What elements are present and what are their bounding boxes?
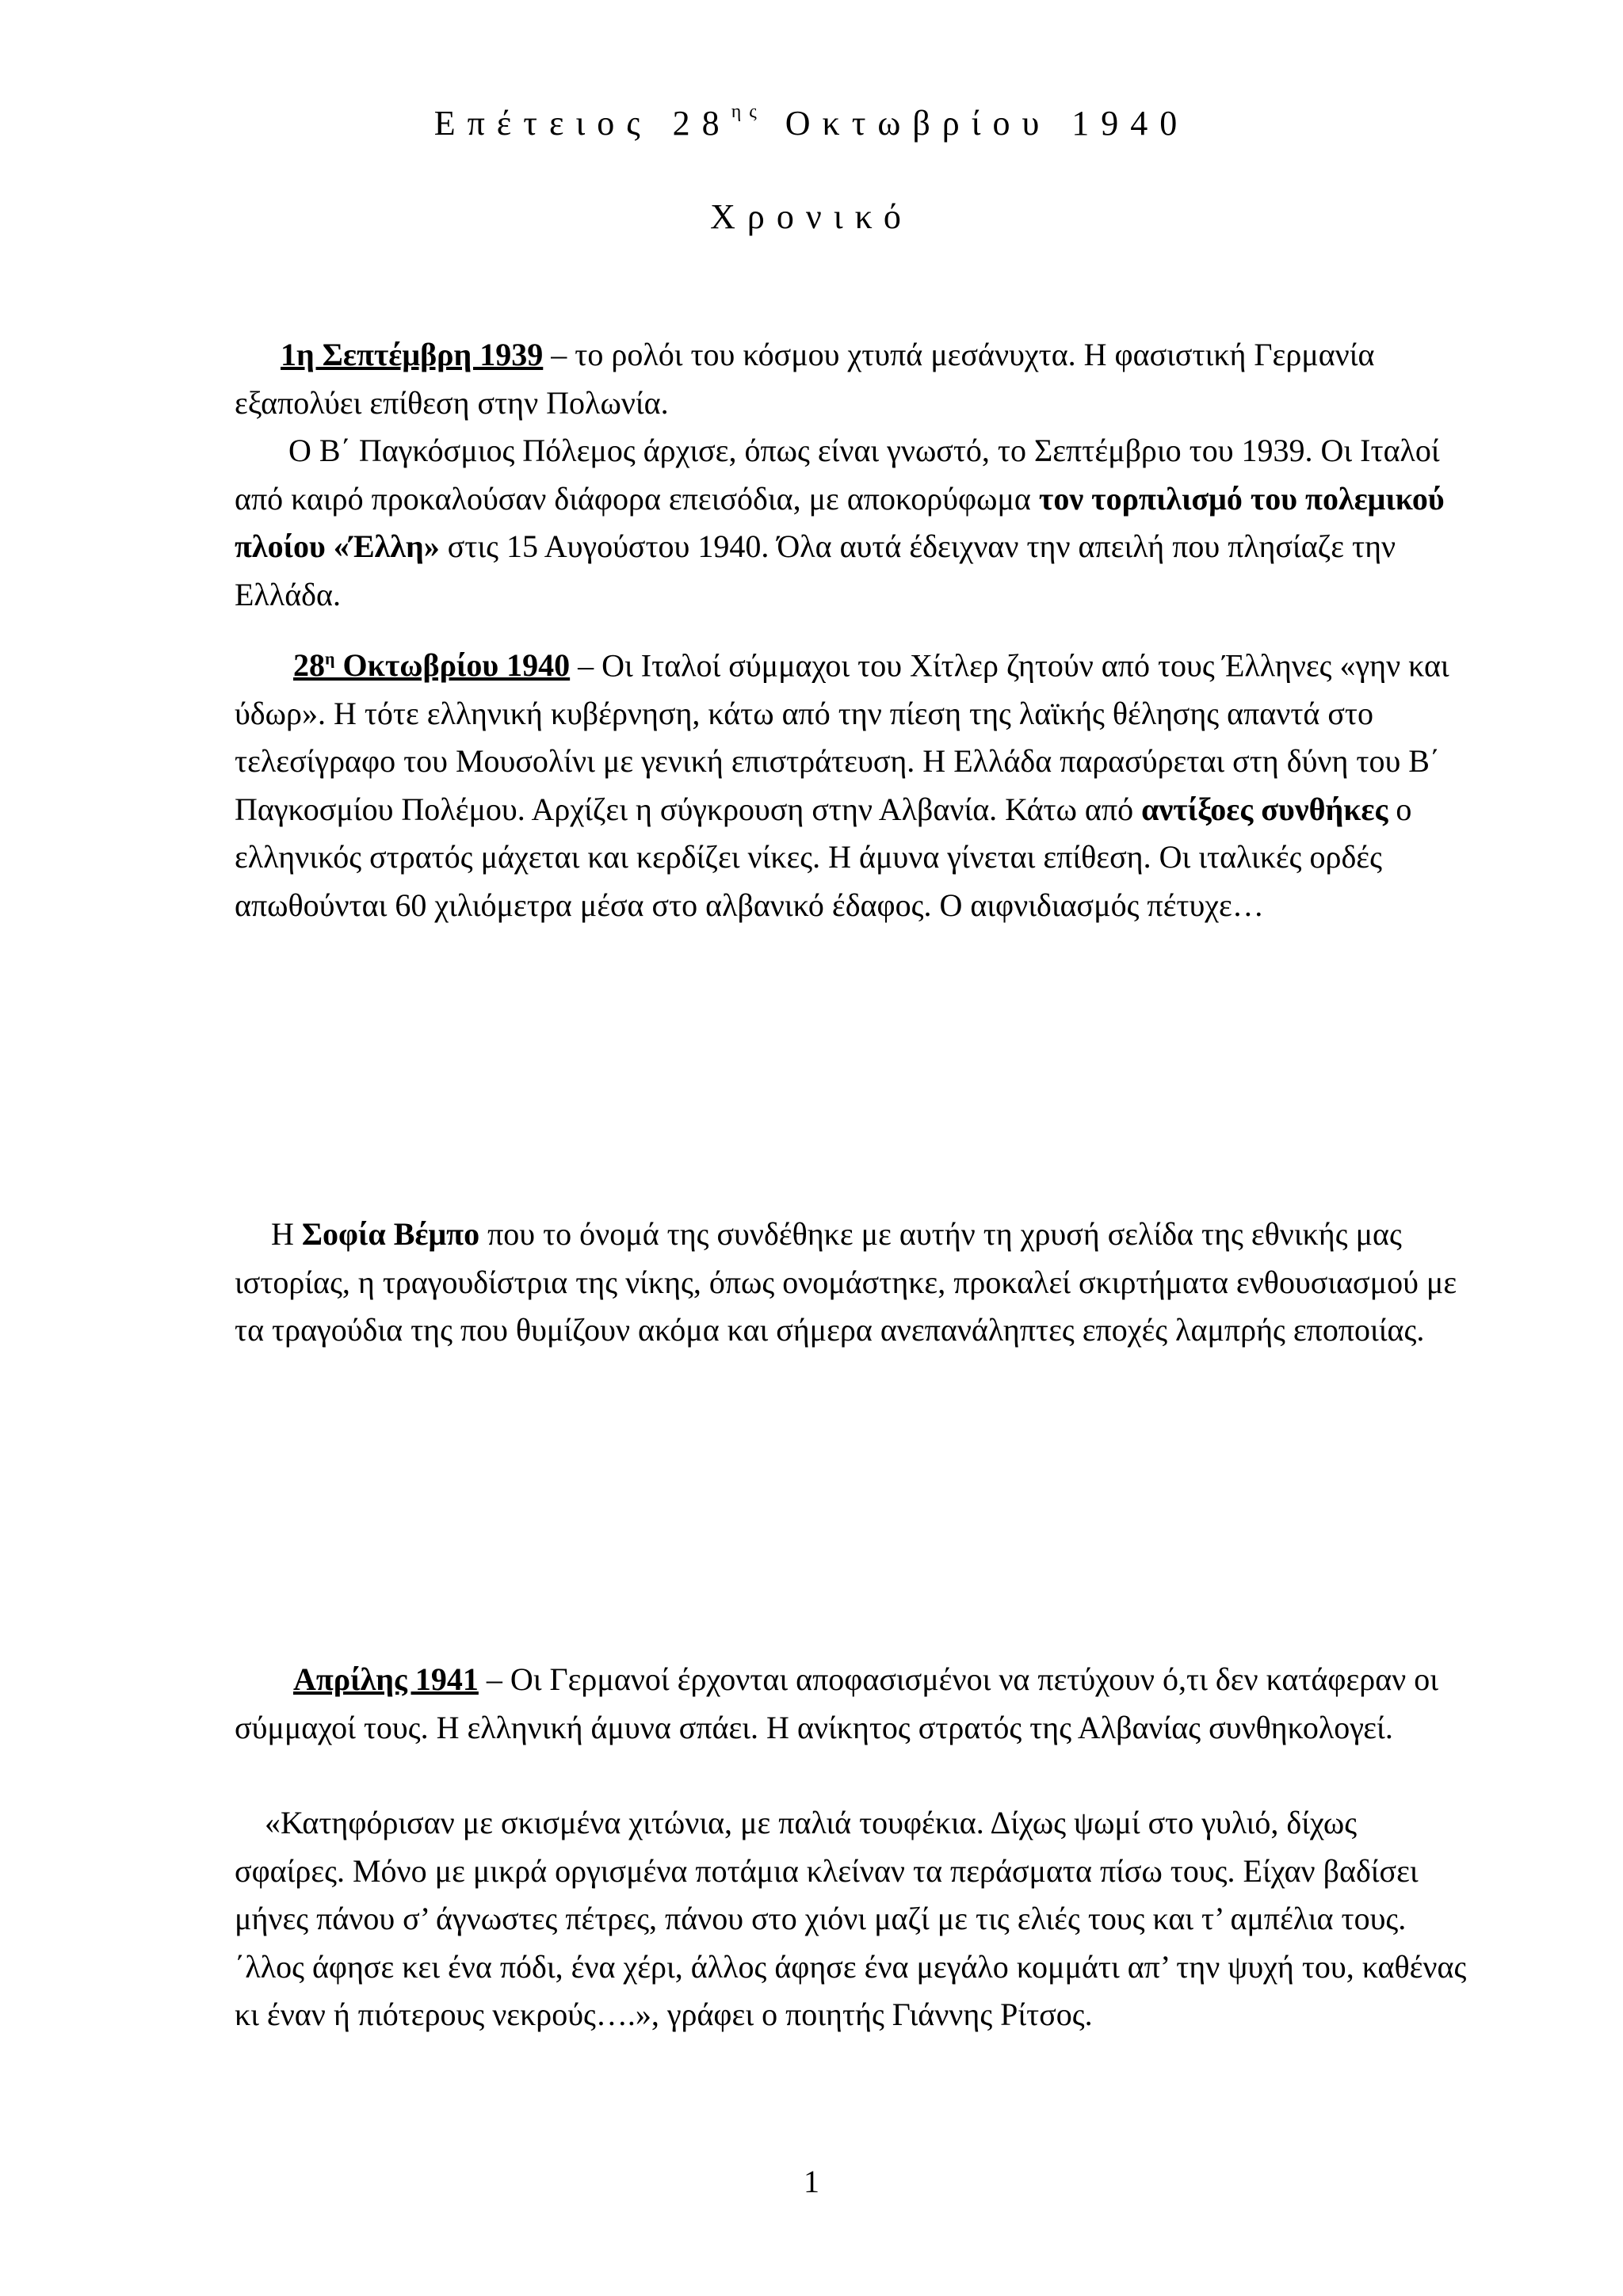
paragraph-ritsos-quote: «Κατηφόρισαν με σκισμένα χιτώνια, με παλιά τουφέκια. Δίχως ψωμί στο γυλιό, δίχως σφαίρες. Μόνο με μικρά οργισμένα ποτάμια κλείναν τα περάσματα πίσω τους. Είχαν βαδίσει μήνες πάνου σ’ άγνωστες πέτρες, πάνου στο χιόνι μαζί με τις ελιές τους και τ’ αμπέλια τους. ΄λλος άφησε κει ένα πόδι, ένα χέρι, άλλος άφησε ένα μεγάλο κομμάτι απ’ την ψυχή του, καθένας κι έναν ή πιότερους νεκρούς….», γράφει ο ποιητής Γιάννης Ρίτσος. (235, 1805, 1467, 2032)
date-heading: Απρίλης 1941 (293, 1661, 479, 1697)
paragraph-text: Ο Β΄ Παγκόσμιος Πόλεμος άρχισε, όπως είναι γνωστό, το Σεπτέμβριο του 1939. Οι Ιταλοί από καιρό προκαλούσαν διάφορα επεισόδια, με αποκορύφωμα (235, 433, 1440, 517)
title-text-end: Οκτωβρίου 1940 (764, 104, 1190, 143)
date-superscript: η (325, 649, 335, 669)
bold-name: Σοφία Βέμπο (301, 1216, 480, 1252)
document-subtitle: Χρονικό (710, 197, 913, 236)
document-title (0, 101, 1623, 143)
paragraph-september-1939 (235, 331, 1471, 427)
title-superscript: ης (731, 101, 765, 123)
paragraph-text: – Οι Ιταλοί σύμμαχοι του Χίτλερ ζητούν από τους Έλληνες «γην και ύδωρ». Η τότε ελληνική κυβέρνηση, κάτω από την πίεση της λαϊκής θέλησης απαντά στο τελεσίγραφο του Μουσολίνι με γενική επιστράτευση. Η Ελλάδα παρασύρεται στη δύνη του Β΄ Παγκοσμίου Πολέμου. Αρχίζει η σύγκρουση στην Αλβανία. Κάτω από (235, 647, 1449, 827)
paragraph-text: – το ρολόι του κόσμου χτυπά μεσάνυχτα. Η φασιστική Γερμανία εξαπολύει επίθεση στην Πολωνία. (235, 337, 1375, 421)
paragraph-text: Η (271, 1216, 302, 1252)
bold-phrase: τον τορπιλισμό του πολεμικού πλοίου «Έλλη» (235, 480, 1445, 564)
paragraph-text: – Οι Γερμανοί έρχονται αποφασισμένοι να πετύχουν ό,τι δεν κατάφεραν οι σύμμαχοί τους. Η ελληνική άμυνα σπάει. Η ανίκητος στρατός της Αλβανίας συνθηκολογεί. (235, 1661, 1439, 1745)
paragraph-april-1941 (235, 1656, 1471, 1752)
page-number: 1 (804, 2164, 819, 2199)
paragraph-october-1940 (235, 635, 1471, 929)
date-day: 28 (293, 647, 325, 684)
bold-phrase: αντίξοες συνθήκες (1141, 791, 1388, 827)
paragraph-text: στις 15 Αυγούστου 1940. Όλα αυτά έδειχναν την απειλή που πλησίαζε την Ελλάδα. (235, 528, 1396, 612)
paragraph-sofia-vembo (235, 1211, 1471, 1355)
paragraph-text: που το όνομά της συνδέθηκε με αυτήν τη χρυσή σελίδα της εθνικής μας ιστορίας, η τραγουδίστρια της νίκης, όπως ονομάστηκε, προκαλεί σκιρτήματα ενθουσιασμού με τα τραγούδια της που θυμίζουν ακόμα και σήμερα ανεπανάληπτες εποχές λαμπρής εποποιίας. (235, 1216, 1457, 1348)
date-heading (293, 647, 570, 683)
paragraph-text: ο ελληνικός στρατός μάχεται και κερδίζει νίκες. Η άμυνα γίνεται επίθεση. Οι ιταλικές ορδές απωθούνται 60 χιλιόμετρα μέσα στο αλβανικό έδαφος. Ο αιφνιδιασμός πέτυχε… (235, 791, 1412, 923)
date-heading: 1η Σεπτέμβρη 1939 (281, 337, 544, 372)
title-text: Επέτειος 28 (433, 104, 731, 143)
date-month-year: Οκτωβρίου 1940 (334, 647, 571, 684)
paragraph-war-background (235, 427, 1471, 619)
